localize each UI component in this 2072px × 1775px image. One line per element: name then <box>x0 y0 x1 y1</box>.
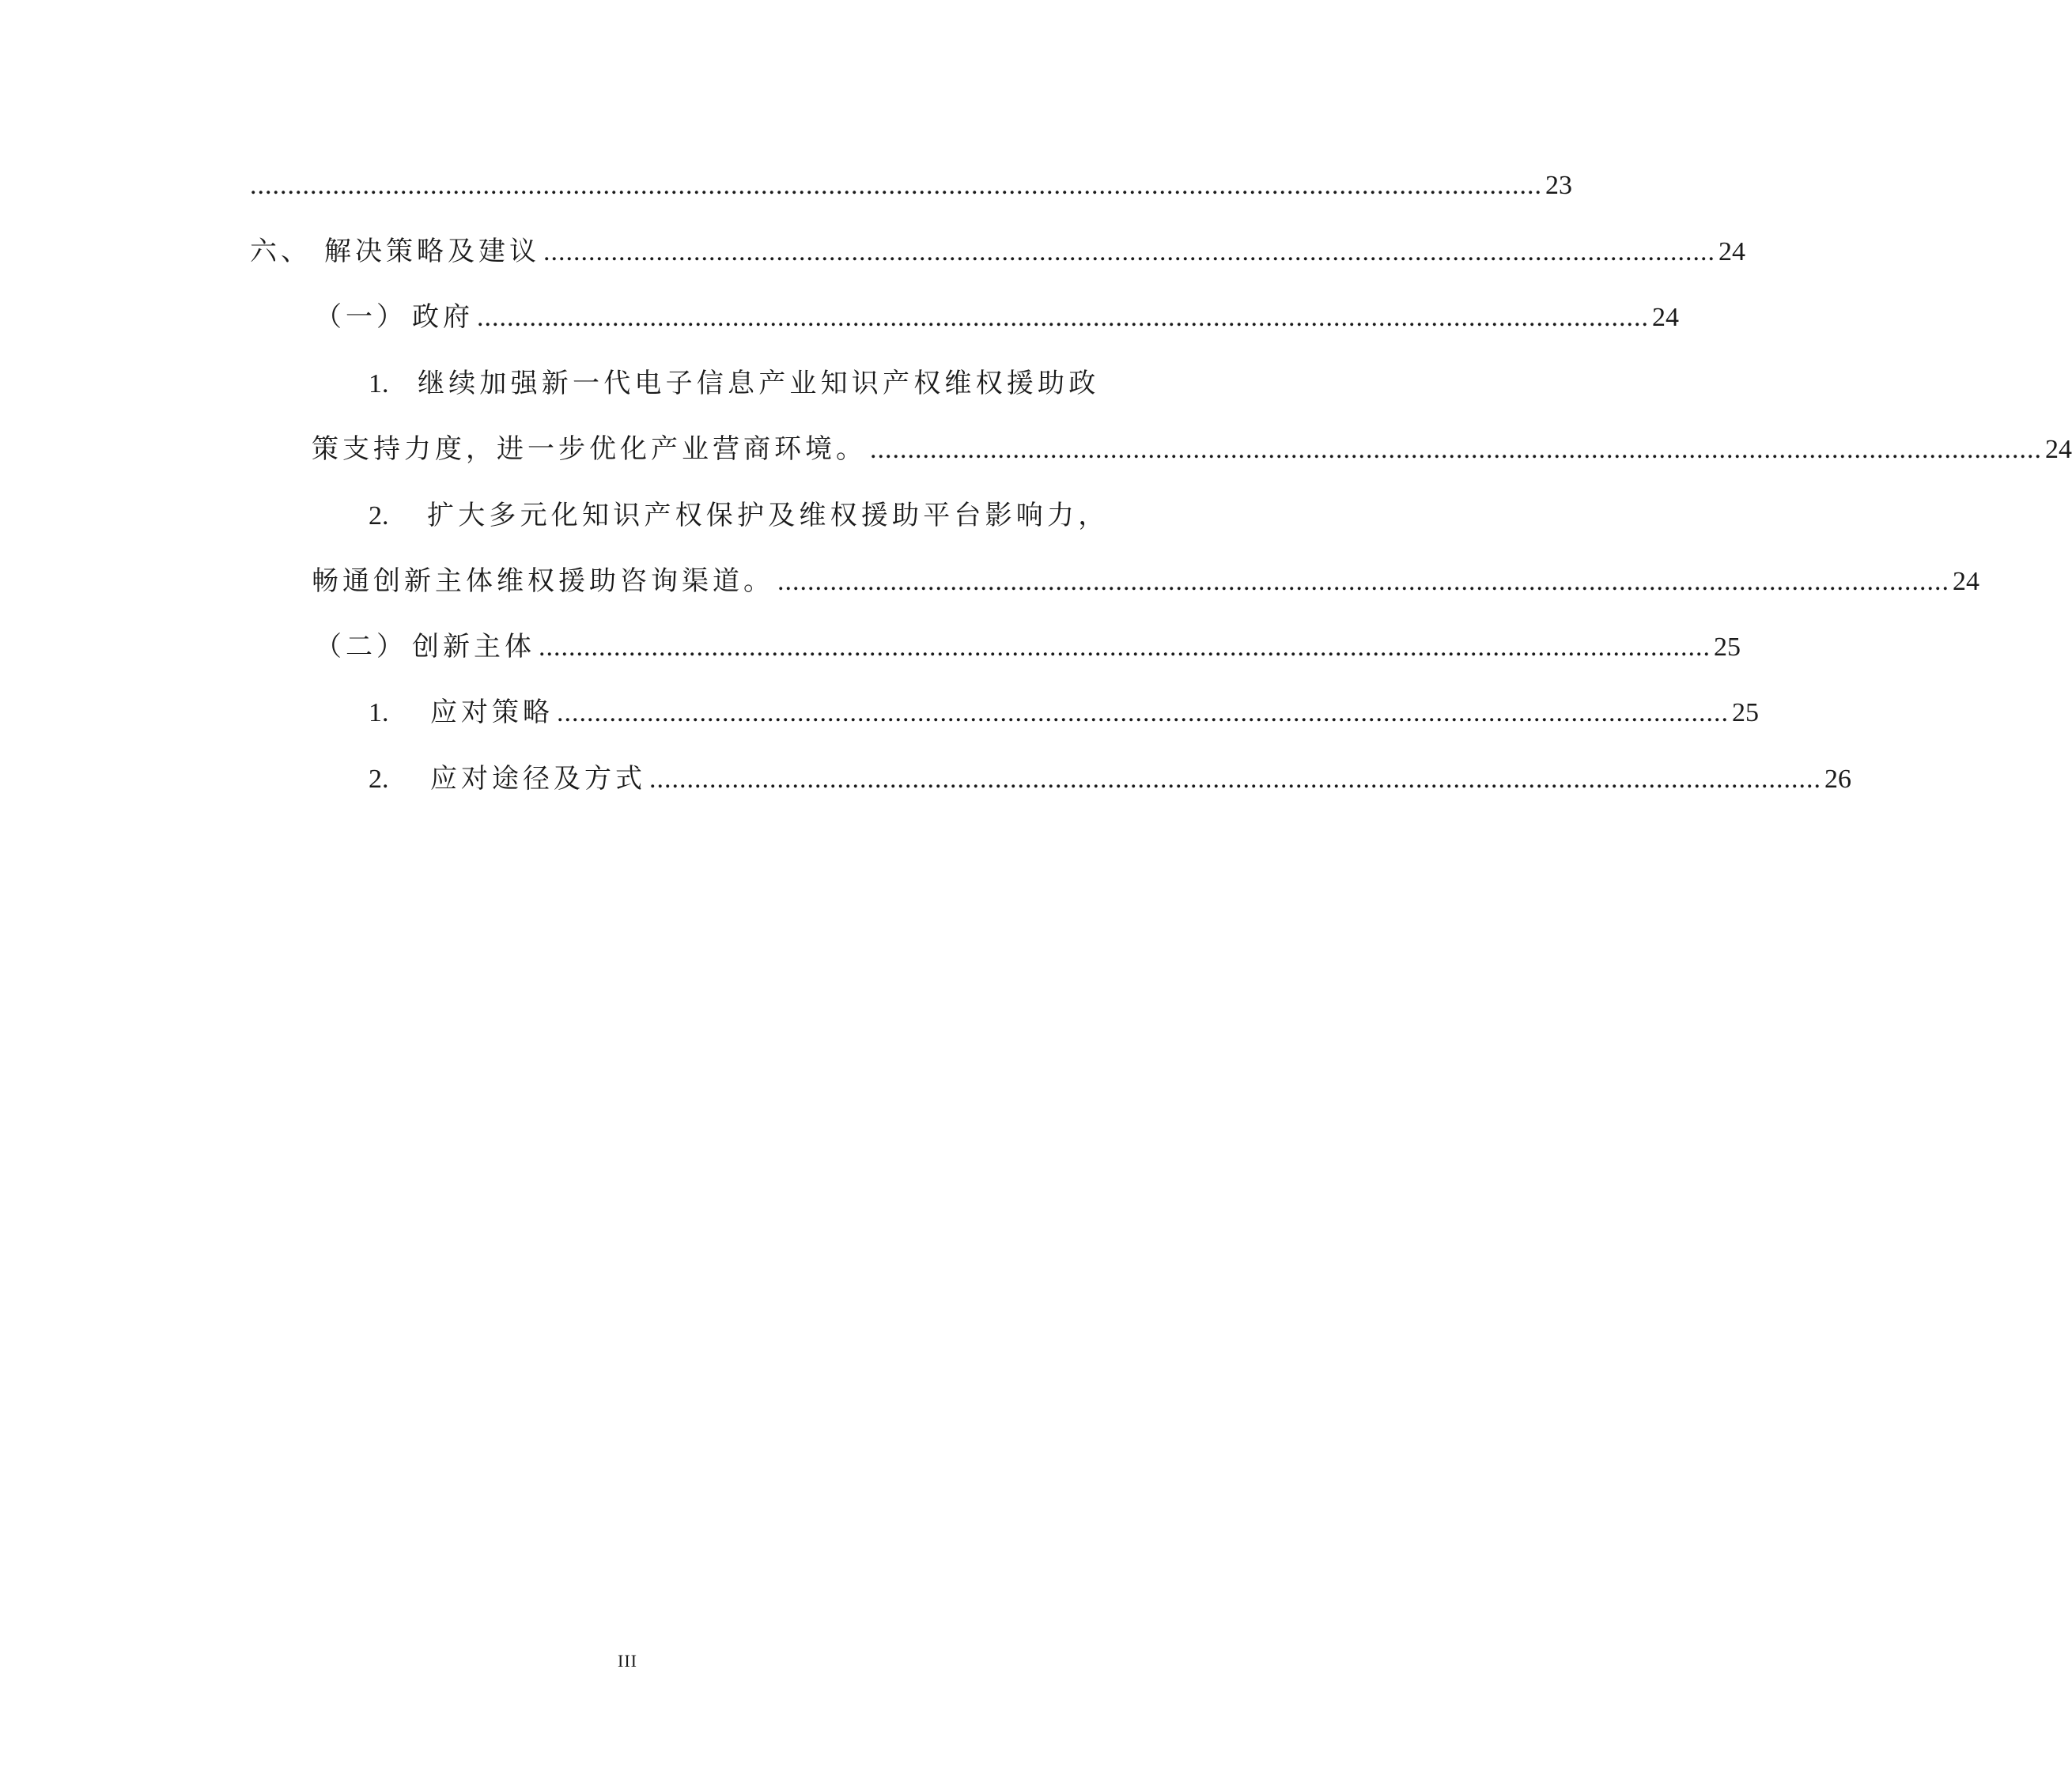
toc-page-number: 25 <box>1714 633 1741 662</box>
toc-leader: ............................................................................................................................................................ <box>477 303 1649 332</box>
toc-page-number: 24 <box>1953 567 1979 596</box>
toc-leader: ............................................................................................................................................................ <box>543 237 1715 266</box>
toc-entry-title: 解决策略及建议 <box>324 236 540 267</box>
toc-entry-policy-support[interactable] <box>312 429 2072 469</box>
toc-entry-number: （一） <box>315 301 407 333</box>
toc-entry-innovation-subjects[interactable] <box>315 627 1741 667</box>
toc-entry-response-methods[interactable] <box>369 759 1851 799</box>
toc-label <box>369 693 554 733</box>
page-footer-number: III <box>618 1651 637 1671</box>
toc-entry-number: 1. <box>369 369 389 398</box>
toc-entry-number: 六、 <box>250 236 312 267</box>
toc-page-number: 24 <box>2045 435 2072 464</box>
toc-entry-title: 应对途径及方式 <box>430 763 646 795</box>
toc-page-number: 23 <box>1545 171 1572 200</box>
toc-label <box>312 429 867 469</box>
toc-entry-title: 创新主体 <box>412 631 535 663</box>
toc-leader: ............................................................................................................................................................ <box>649 765 1821 794</box>
toc-entry-text-line[interactable] <box>369 496 1110 535</box>
toc-entry-title: 继续加强新一代电子信息产业知识产权维权援助政 <box>418 368 1100 399</box>
toc-label <box>369 759 646 799</box>
toc-label <box>250 232 540 271</box>
toc-entry-government[interactable] <box>315 297 1679 337</box>
toc-entry-text-line[interactable] <box>369 364 1100 403</box>
toc-entry-title: 扩大多元化知识产权保护及维权援助平台影响力， <box>427 500 1110 531</box>
toc-page-number: 25 <box>1732 698 1759 727</box>
toc-entry-number: 2. <box>369 765 389 794</box>
toc-entry-number: 1. <box>369 698 389 727</box>
toc-entry-title: 策支持力度，进一步优化产业营商环境。 <box>312 433 867 465</box>
toc-entry-consultation-channels[interactable] <box>312 561 1979 601</box>
toc-entry-number: （二） <box>315 631 407 663</box>
toc-entry-title: 应对策略 <box>430 697 554 728</box>
toc-leader: ............................................................................................................................................................ <box>539 633 1711 662</box>
toc-leader: ............................................................................................................................................................ <box>557 698 1729 727</box>
toc-leader: ............................................................................................................................................................ <box>870 435 2042 464</box>
toc-page-number: 24 <box>1718 237 1745 266</box>
toc-entry-continuation[interactable] <box>250 166 1572 206</box>
toc-page-number: 24 <box>1652 303 1679 332</box>
toc-leader: ............................................................................................................................................................................ <box>250 171 1542 200</box>
toc-entry-section-six[interactable] <box>250 232 1745 271</box>
toc-page-number: 26 <box>1824 765 1851 794</box>
toc-label <box>315 627 535 667</box>
toc-leader: ............................................................................................................................................................ <box>777 567 1949 596</box>
toc-entry-number: 2. <box>369 501 389 531</box>
toc-entry-title: 政府 <box>412 301 474 333</box>
toc-label <box>312 561 774 601</box>
toc-entry-response-strategy[interactable] <box>369 693 1759 732</box>
toc-label <box>315 297 474 337</box>
toc-entry-title: 畅通创新主体维权援助咨询渠道。 <box>312 565 774 597</box>
